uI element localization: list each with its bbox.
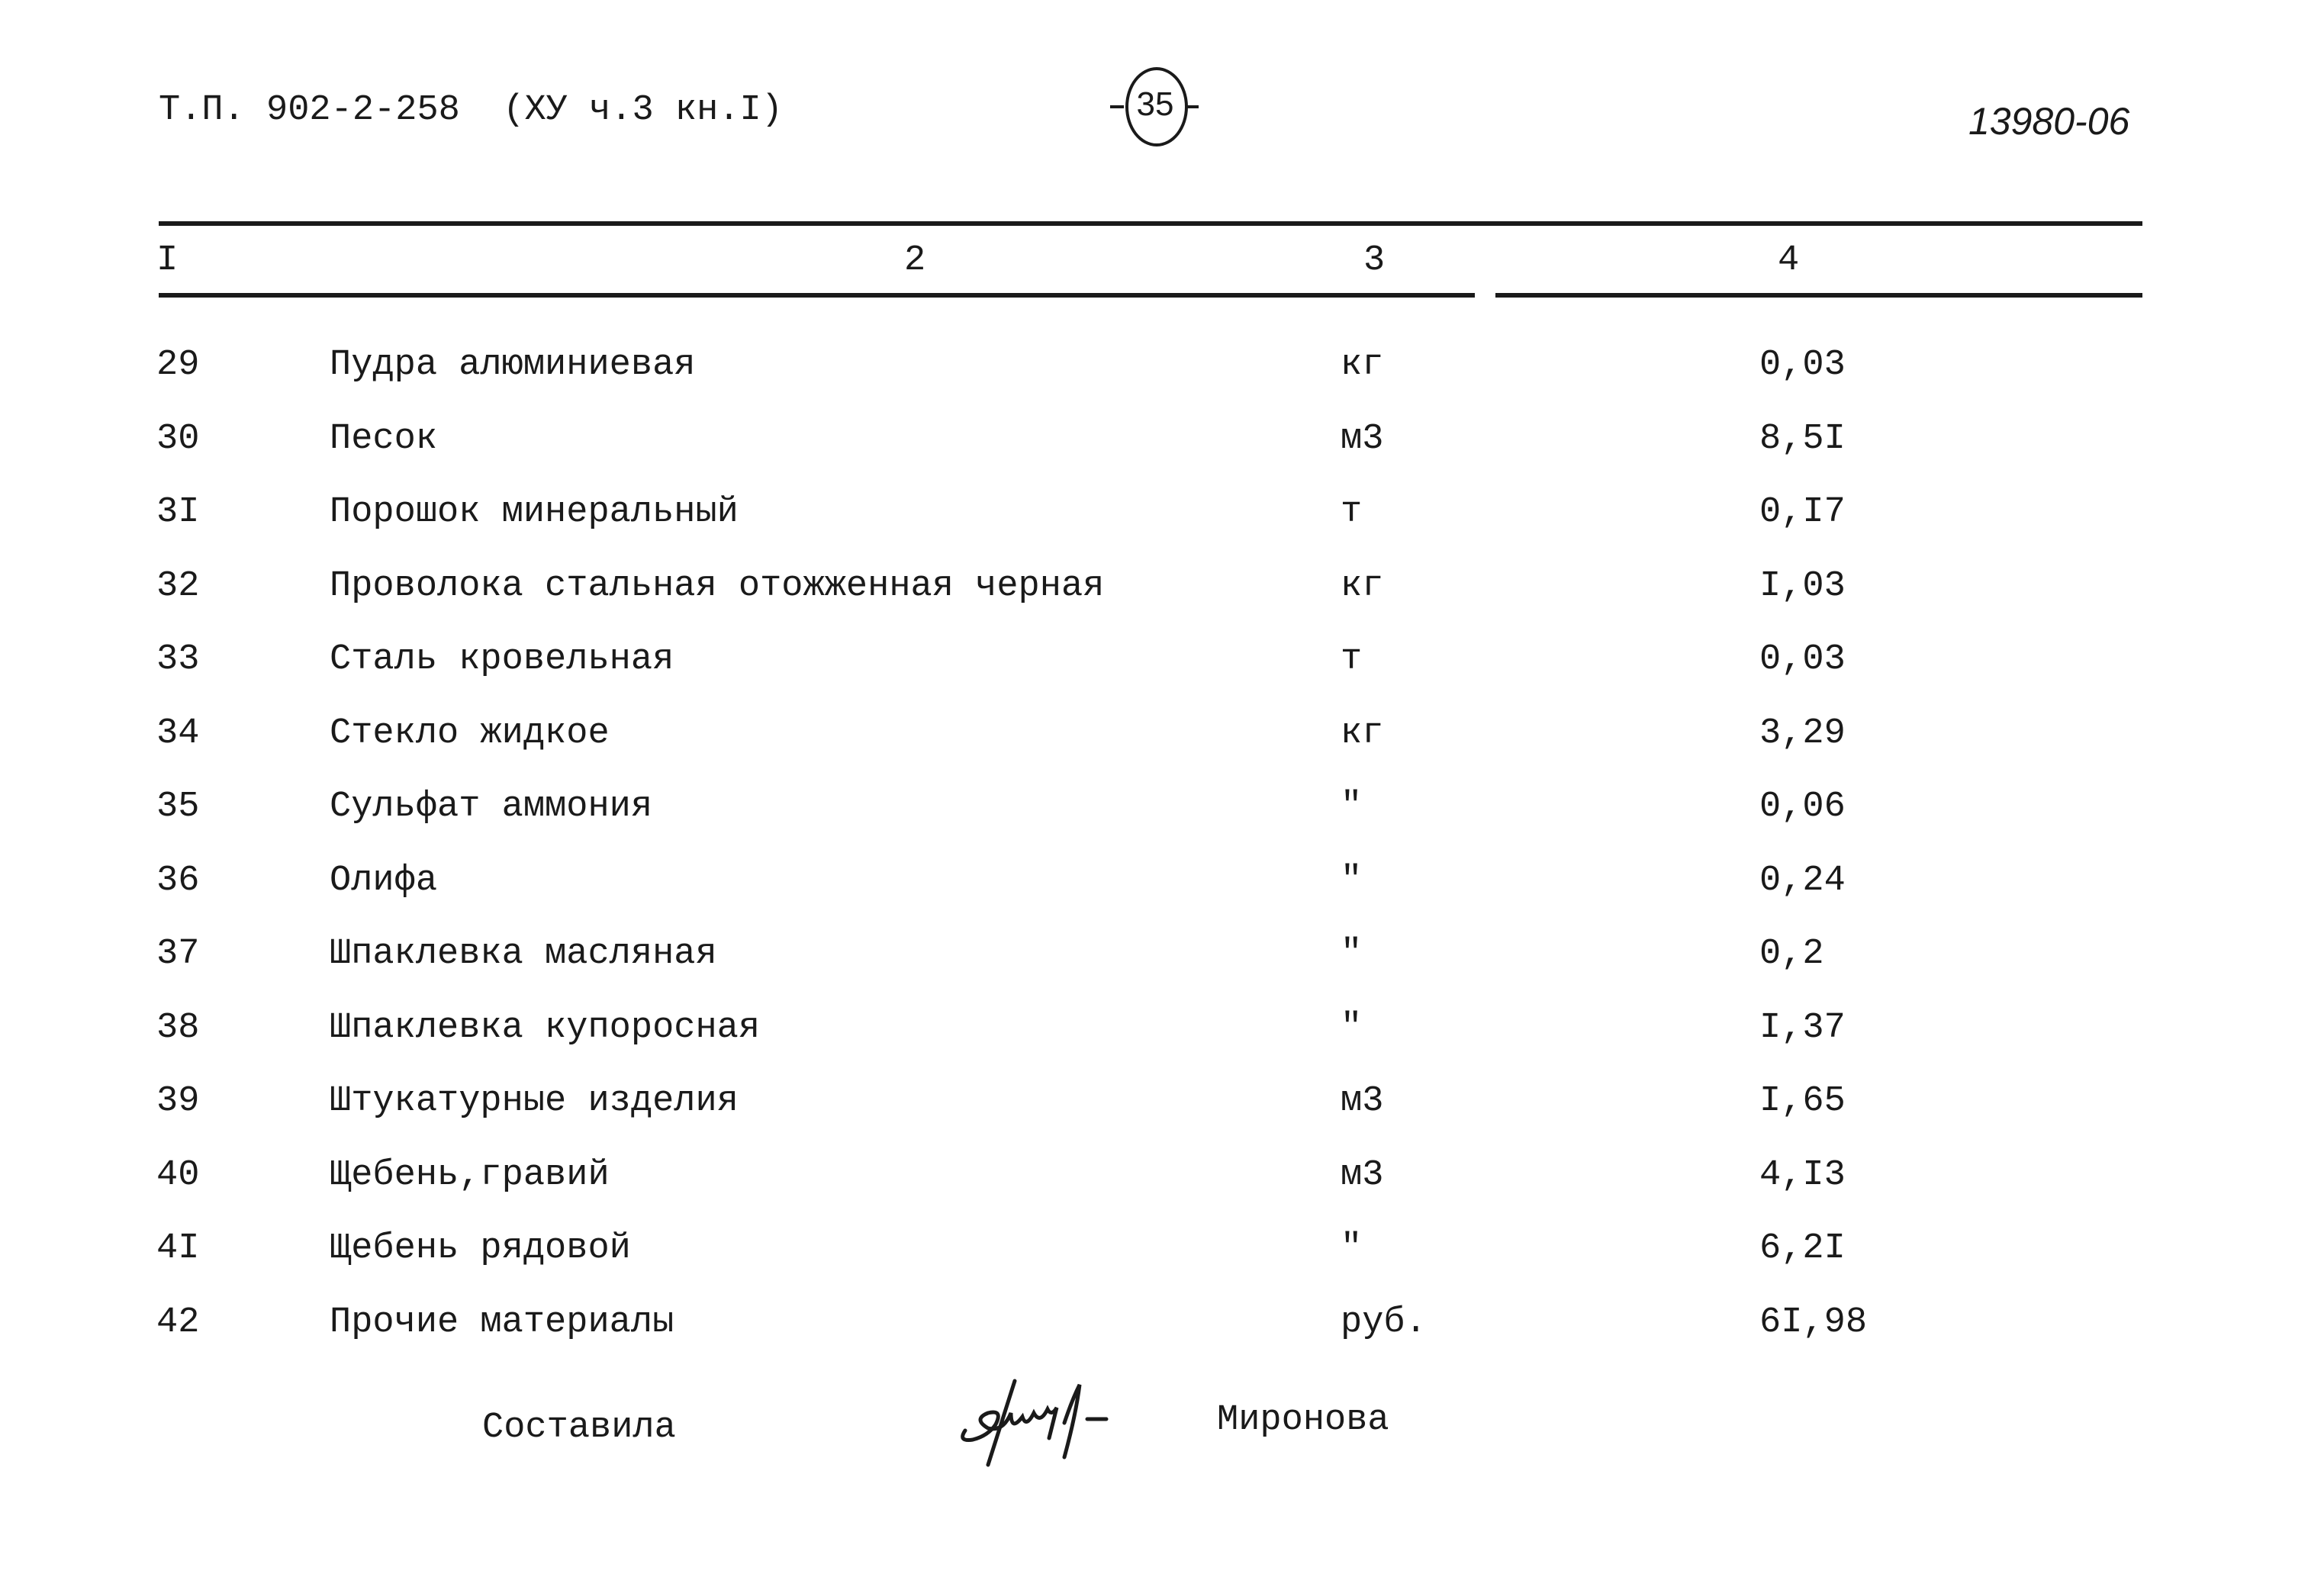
dash-right [1185,105,1199,108]
row-number: 34 [156,713,200,754]
material-name: Шпаклевка купоросная [330,1007,761,1048]
unit: " [1341,1007,1363,1048]
unit: " [1341,787,1363,827]
table-row [0,934,2324,1007]
material-name: Песок [330,418,438,459]
unit: м3 [1341,1154,1384,1196]
row-number: 32 [156,565,200,607]
row-number: 29 [156,345,200,385]
material-name: Порошок минеральный [330,492,739,533]
row-number: 35 [156,787,200,827]
material-name: Прочие материалы [330,1302,674,1343]
material-name: Штукатурные изделия [330,1081,739,1122]
row-number: 42 [156,1302,200,1343]
column-header-2: 2 [904,240,926,281]
row-number: 39 [156,1081,200,1122]
material-name: Проволока стальная отожженная черная [330,565,1105,607]
quantity: 6I,98 [1759,1302,1868,1343]
unit: " [1341,934,1363,974]
unit: кг [1341,345,1384,385]
document-code: Т.П. 902-2-258 (ХУ ч.3 кн.I) [159,90,783,130]
material-name: Пудра алюминиевая [330,345,696,385]
header-bottom-rule-left [159,293,1475,298]
quantity: 8,5I [1759,418,1846,459]
table-row [0,787,2324,860]
row-number: 33 [156,639,200,680]
column-header-1: I [156,240,179,281]
table-row [0,345,2324,418]
material-name: Олифа [330,860,438,901]
unit: " [1341,860,1363,901]
row-number: 36 [156,860,200,901]
unit: " [1341,1228,1363,1269]
table-row [0,1081,2324,1154]
header-bottom-rule-right [1495,293,2142,298]
compiled-by-label: Составила [482,1408,676,1448]
page-number [1110,67,1202,143]
quantity: 0,24 [1759,860,1846,901]
quantity: 0,2 [1759,934,1824,974]
material-name: Шпаклевка масляная [330,934,717,974]
quantity: 0,I7 [1759,492,1846,533]
column-header-4: 4 [1778,240,1800,281]
unit: кг [1341,713,1384,754]
compiler-name: Миронова [1217,1400,1389,1440]
quantity: 0,03 [1759,345,1846,385]
row-number: 3I [156,492,200,533]
row-number: 30 [156,418,200,459]
column-header-3: 3 [1363,240,1386,281]
quantity: I,65 [1759,1081,1846,1122]
table-row [0,1155,2324,1228]
row-number: 4I [156,1228,200,1269]
quantity: 0,06 [1759,787,1846,827]
table-row [0,639,2324,713]
quantity: 6,2I [1759,1228,1846,1269]
quantity: 3,29 [1759,713,1846,754]
unit: м3 [1341,418,1384,459]
table-row [0,566,2324,639]
table-row [0,419,2324,492]
unit: м3 [1341,1081,1384,1122]
dash-left [1110,105,1124,108]
signature [958,1358,1186,1472]
material-name: Щебень рядовой [330,1228,631,1269]
quantity: I,03 [1759,565,1846,607]
archive-number: 13980-06 [1968,100,2130,143]
row-number: 37 [156,934,200,974]
material-name: Сталь кровельная [330,639,674,680]
table-row [0,713,2324,787]
unit: руб. [1341,1302,1427,1343]
row-number: 40 [156,1154,200,1196]
row-number: 38 [156,1007,200,1048]
quantity: 0,03 [1759,639,1846,680]
unit: т [1341,492,1363,533]
material-name: Сульфат аммония [330,787,653,827]
table-row [0,1228,2324,1302]
table-row [0,492,2324,565]
table-row [0,1008,2324,1081]
page-number-value: 35 [1136,85,1174,123]
material-name: Щебень,гравий [330,1154,610,1196]
table-top-rule [159,221,2142,226]
table-row [0,861,2324,934]
unit: кг [1341,565,1384,607]
material-name: Стекло жидкое [330,713,610,754]
quantity: 4,I3 [1759,1154,1846,1196]
quantity: I,37 [1759,1007,1846,1048]
unit: т [1341,639,1363,680]
